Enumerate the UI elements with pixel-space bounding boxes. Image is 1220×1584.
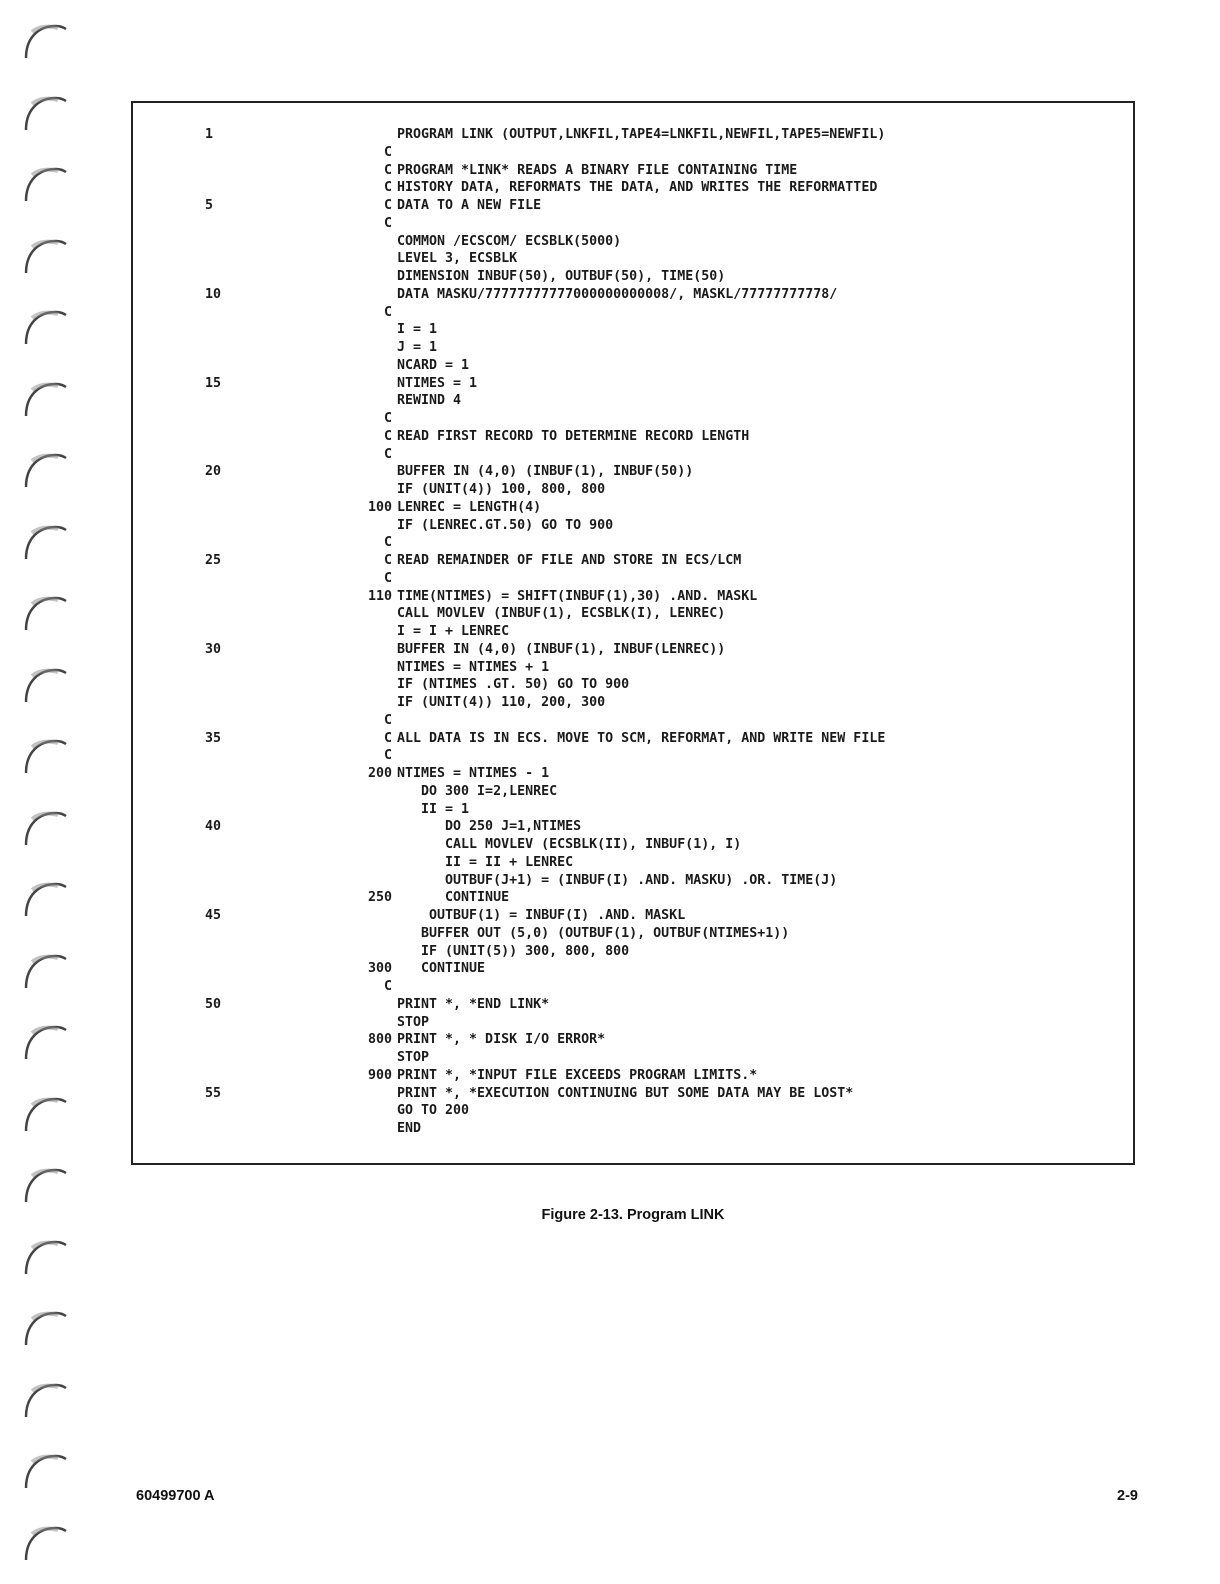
listing-line: [133, 801, 1133, 819]
line-number: 35: [205, 730, 222, 746]
binder-hole-icon: [22, 447, 70, 495]
listing-line: [133, 428, 1133, 446]
statement-text: TIME(NTIMES) = SHIFT(INBUF(1),30) .AND. MASKL: [397, 588, 758, 604]
statement-text: PROGRAM LINK (OUTPUT,LNKFIL,TAPE4=LNKFIL,NEWFIL,TAPE5=NEWFIL): [397, 127, 886, 142]
listing-line: [133, 162, 1133, 180]
listing-line: [133, 836, 1133, 854]
binder-hole-icon: [22, 161, 70, 209]
listing-line: [133, 215, 1133, 233]
statement-label: C: [383, 198, 392, 213]
listing-line: [133, 925, 1133, 943]
figure-caption: Figure 2-13. Program LINK: [541, 1207, 725, 1223]
listing-line: [133, 1085, 1133, 1103]
listing-line: [133, 907, 1133, 925]
statement-text: NTIMES = 1: [397, 375, 478, 391]
listing-line: [133, 960, 1133, 978]
listing-line: [133, 1014, 1133, 1032]
statement-text: LENREC = LENGTH(4): [397, 499, 542, 515]
statement-label: C: [383, 535, 392, 551]
binder-hole-icon: [22, 519, 70, 567]
statement-text: ALL DATA IS IN ECS. MOVE TO SCM, REFORMAT, AND WRITE NEW FILE: [397, 730, 886, 746]
statement-text: I = I + LENREC: [397, 624, 510, 639]
line-number: 45: [205, 908, 222, 923]
binder-hole-icon: [22, 18, 70, 66]
line-number: 25: [205, 553, 222, 568]
listing-line: [133, 517, 1133, 535]
statement-label: C: [383, 553, 392, 568]
statement-label: 900: [367, 1067, 392, 1083]
line-number: 20: [205, 464, 222, 480]
listing-line: [133, 1067, 1133, 1085]
binder-hole-icon: [22, 1234, 70, 1282]
binder-hole-icon: [22, 233, 70, 281]
statement-label: 100: [367, 499, 392, 515]
binder-hole-icon: [22, 733, 70, 781]
listing-line: [133, 233, 1133, 251]
document-number: 60499700 A: [136, 1488, 215, 1504]
listing-line: [133, 268, 1133, 286]
listing-line: [133, 818, 1133, 836]
statement-label: 110: [367, 588, 392, 604]
binder-hole-icon: [22, 90, 70, 138]
statement-text: NCARD = 1: [397, 357, 470, 373]
line-number: 55: [205, 1085, 222, 1101]
listing-line: [133, 854, 1133, 872]
statement-text: STOP: [397, 1014, 430, 1030]
statement-text: PRINT *, *INPUT FILE EXCEEDS PROGRAM LIMITS.*: [397, 1067, 758, 1083]
listing-line: [133, 889, 1133, 907]
listing-line: [133, 1049, 1133, 1067]
listing-line: [133, 641, 1133, 659]
listing-line: [133, 339, 1133, 357]
binder-hole-icon: [22, 805, 70, 853]
listing-line: [133, 783, 1133, 801]
binder-holes: [22, 0, 82, 1584]
binder-hole-icon: [22, 1019, 70, 1067]
statement-text: DATA MASKU/77777777777000000000008/, MASKL/77777777778/: [397, 286, 838, 302]
statement-text: GO TO 200: [397, 1103, 470, 1119]
statement-text: CONTINUE: [397, 890, 510, 906]
statement-label: C: [383, 979, 392, 994]
binder-hole-icon: [22, 1091, 70, 1139]
page-number: 2-9: [1117, 1488, 1138, 1504]
code-listing: [133, 126, 1133, 1138]
listing-line: [133, 481, 1133, 499]
statement-text: DO 300 I=2,LENREC: [397, 783, 558, 799]
listing-line: [133, 676, 1133, 694]
statement-text: CONTINUE: [397, 961, 486, 977]
listing-line: [133, 730, 1133, 748]
statement-text: PROGRAM *LINK* READS A BINARY FILE CONTAINING TIME: [397, 162, 798, 178]
statement-label: C: [383, 144, 392, 160]
listing-line: [133, 747, 1133, 765]
line-number: 40: [205, 819, 222, 835]
statement-label: C: [383, 180, 392, 196]
statement-text: I = 1: [397, 322, 438, 338]
statement-text: LEVEL 3, ECSBLK: [397, 251, 518, 267]
listing-line: [133, 250, 1133, 268]
statement-text: CALL MOVLEV (INBUF(1), ECSBLK(I), LENREC): [397, 606, 726, 622]
listing-line: [133, 996, 1133, 1014]
listing-line: [133, 943, 1133, 961]
statement-text: NTIMES = NTIMES - 1: [397, 766, 550, 781]
statement-text: BUFFER OUT (5,0) (OUTBUF(1), OUTBUF(NTIMES+1)): [397, 925, 790, 941]
statement-text: II = 1: [397, 801, 470, 817]
statement-text: II = II + LENREC: [397, 854, 574, 870]
binder-hole-icon: [22, 662, 70, 710]
statement-text: DO 250 J=1,NTIMES: [397, 819, 582, 835]
program-listing-box: [131, 101, 1135, 1165]
statement-label: C: [383, 215, 392, 231]
line-number: 15: [205, 375, 222, 391]
statement-label: C: [383, 428, 392, 444]
statement-text: J = 1: [397, 340, 438, 355]
statement-text: PRINT *, *EXECUTION CONTINUING BUT SOME DATA MAY BE LOST*: [397, 1085, 854, 1101]
statement-text: IF (UNIT(5)) 300, 800, 800: [397, 943, 630, 959]
listing-line: [133, 410, 1133, 428]
statement-label: C: [383, 411, 392, 426]
listing-line: [133, 321, 1133, 339]
statement-text: PRINT *, * DISK I/O ERROR*: [397, 1032, 606, 1048]
statement-label: 800: [367, 1032, 392, 1048]
statement-text: STOP: [397, 1050, 430, 1065]
listing-line: [133, 623, 1133, 641]
listing-line: [133, 357, 1133, 375]
line-number: 1: [205, 127, 214, 142]
listing-line: [133, 1102, 1133, 1120]
listing-line: [133, 197, 1133, 215]
statement-text: IF (NTIMES .GT. 50) GO TO 900: [397, 677, 630, 693]
statement-text: HISTORY DATA, REFORMATS THE DATA, AND WRITES THE REFORMATTED: [397, 180, 878, 196]
statement-label: 200: [367, 766, 392, 781]
binder-hole-icon: [22, 376, 70, 424]
listing-line: [133, 712, 1133, 730]
statement-label: C: [383, 570, 392, 586]
statement-text: READ FIRST RECORD TO DETERMINE RECORD LENGTH: [397, 428, 750, 444]
listing-line: [133, 1120, 1133, 1138]
listing-line: [133, 765, 1133, 783]
statement-label: C: [383, 712, 392, 728]
binder-hole-icon: [22, 1520, 70, 1568]
statement-text: REWIND 4: [397, 393, 462, 409]
statement-text: IF (LENREC.GT.50) GO TO 900: [397, 517, 614, 533]
line-number: 10: [205, 286, 222, 302]
listing-line: [133, 552, 1133, 570]
listing-line: [133, 126, 1133, 144]
listing-line: [133, 1031, 1133, 1049]
binder-hole-icon: [22, 1448, 70, 1496]
listing-line: [133, 659, 1133, 677]
statement-text: IF (UNIT(4)) 110, 200, 300: [397, 695, 606, 710]
statement-text: OUTBUF(1) = INBUF(I) .AND. MASKL: [397, 908, 686, 923]
line-number: 30: [205, 641, 222, 657]
statement-text: CALL MOVLEV (ECSBLK(II), INBUF(1), I): [397, 837, 742, 852]
listing-line: [133, 978, 1133, 996]
listing-line: [133, 463, 1133, 481]
line-number: 5: [205, 198, 214, 213]
statement-label: C: [383, 446, 392, 462]
listing-line: [133, 570, 1133, 588]
binder-hole-icon: [22, 1377, 70, 1425]
listing-line: [133, 872, 1133, 890]
statement-text: END: [397, 1121, 422, 1136]
binder-hole-icon: [22, 876, 70, 924]
statement-text: BUFFER IN (4,0) (INBUF(1), INBUF(LENREC)): [397, 641, 726, 657]
listing-line: [133, 605, 1133, 623]
listing-line: [133, 446, 1133, 464]
line-number: 50: [205, 996, 222, 1012]
binder-hole-icon: [22, 1305, 70, 1353]
listing-line: [133, 286, 1133, 304]
listing-line: [133, 534, 1133, 552]
listing-line: [133, 694, 1133, 712]
statement-label: C: [383, 162, 392, 178]
statement-text: COMMON /ECSCOM/ ECSBLK(5000): [397, 233, 622, 249]
binder-hole-icon: [22, 590, 70, 638]
statement-label: 250: [367, 890, 392, 906]
statement-label: C: [383, 748, 392, 764]
statement-text: BUFFER IN (4,0) (INBUF(1), INBUF(50)): [397, 464, 694, 480]
binder-hole-icon: [22, 948, 70, 996]
listing-line: [133, 375, 1133, 393]
statement-text: DATA TO A NEW FILE: [397, 198, 542, 213]
statement-text: OUTBUF(J+1) = (INBUF(I) .AND. MASKU) .OR. TIME(J): [397, 872, 838, 888]
statement-text: READ REMAINDER OF FILE AND STORE IN ECS/LCM: [397, 553, 742, 568]
statement-label: 300: [367, 961, 392, 977]
listing-line: [133, 179, 1133, 197]
binder-hole-icon: [22, 1162, 70, 1210]
statement-text: DIMENSION INBUF(50), OUTBUF(50), TIME(50): [397, 269, 726, 284]
statement-label: C: [383, 730, 392, 746]
statement-label: C: [383, 304, 392, 320]
listing-line: [133, 499, 1133, 517]
listing-line: [133, 144, 1133, 162]
statement-text: IF (UNIT(4)) 100, 800, 800: [397, 482, 606, 497]
statement-text: PRINT *, *END LINK*: [397, 996, 550, 1012]
listing-line: [133, 392, 1133, 410]
binder-hole-icon: [22, 304, 70, 352]
listing-line: [133, 304, 1133, 322]
listing-line: [133, 588, 1133, 606]
statement-text: NTIMES = NTIMES + 1: [397, 659, 550, 675]
